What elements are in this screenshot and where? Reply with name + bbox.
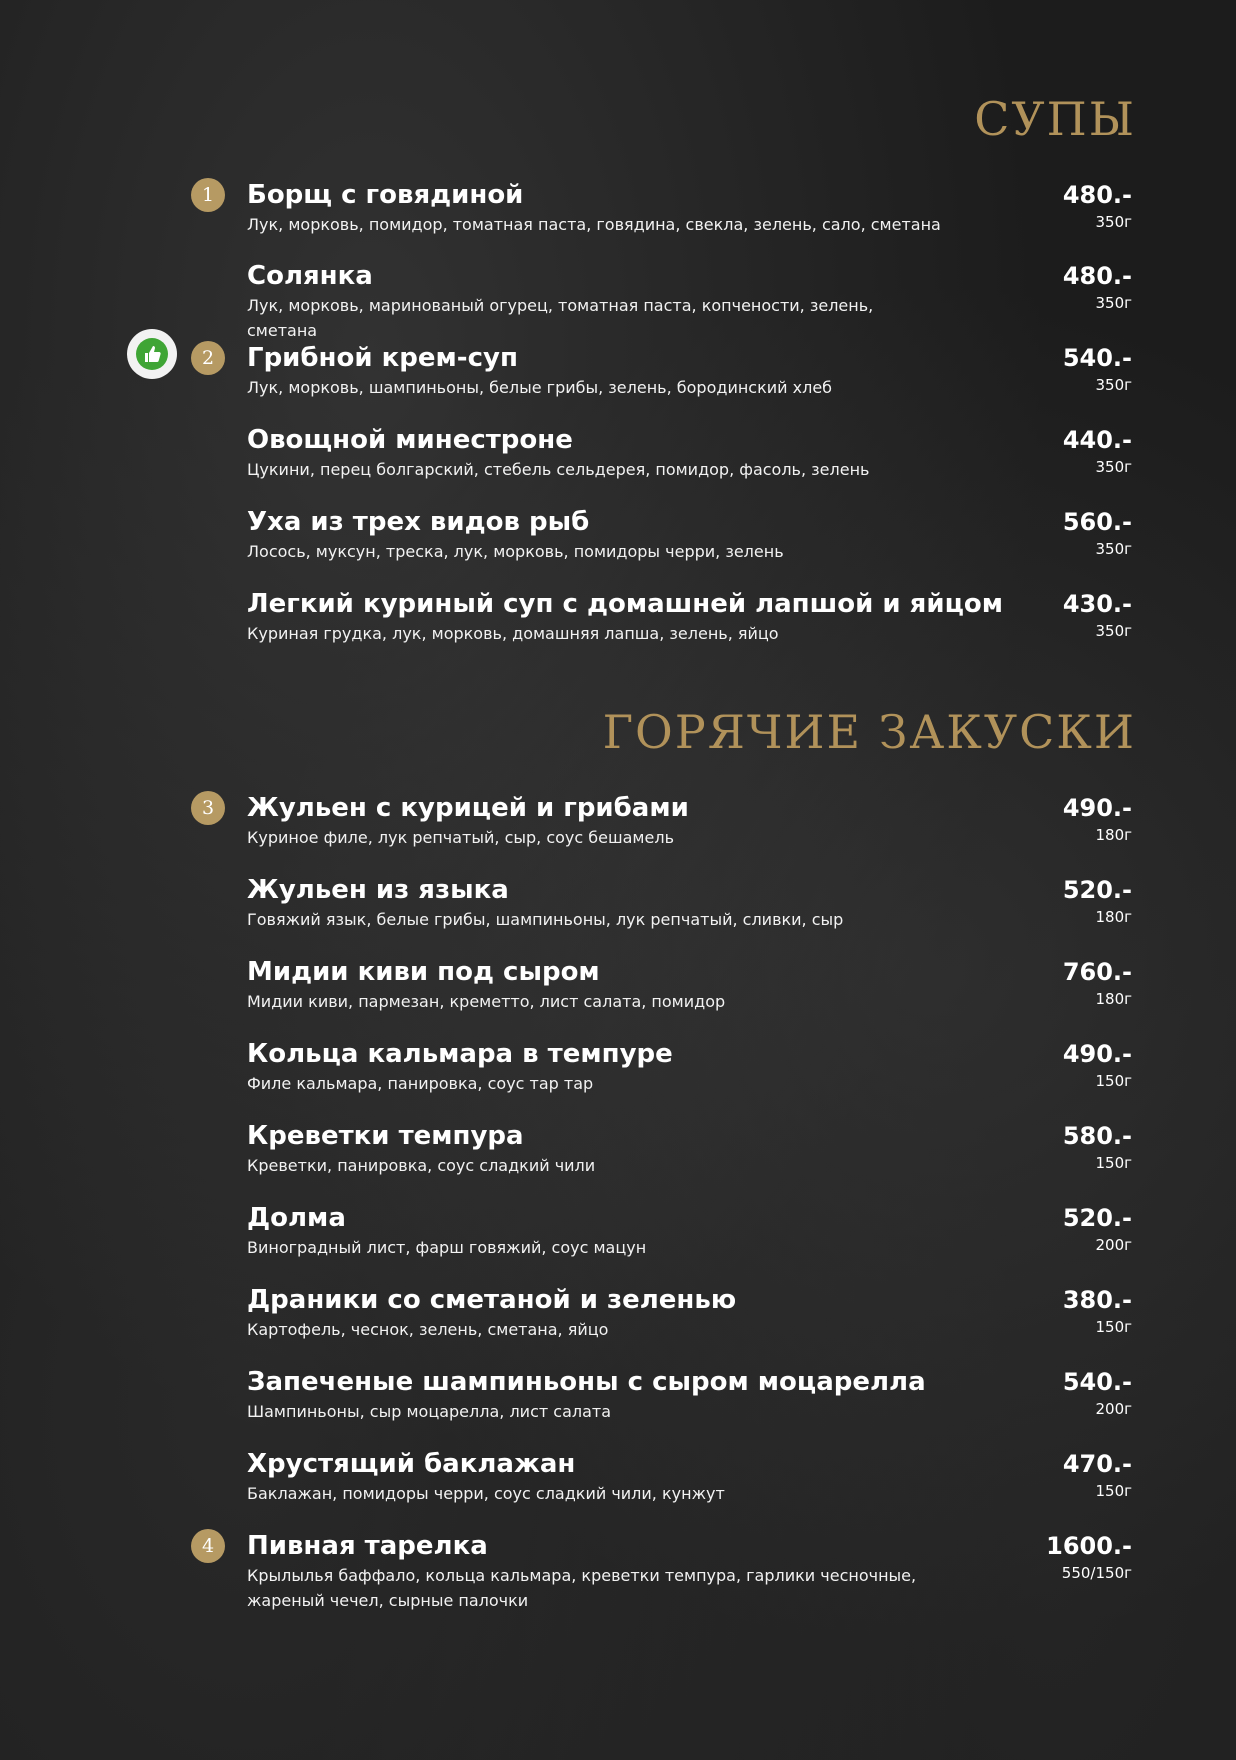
item-price: 580.-: [1062, 1122, 1132, 1150]
menu-item: [247, 957, 1132, 1014]
menu-item: [201, 180, 1132, 237]
item-description: Мидии киви, пармезан, креметто, лист салата, помидор: [247, 992, 726, 1011]
item-price: 490.-: [1062, 794, 1132, 822]
item-name: Хрустящий баклажан: [247, 1449, 576, 1479]
menu-item: [247, 875, 1132, 932]
menu-item: [247, 261, 1132, 343]
number-badge: 3: [191, 791, 225, 825]
item-description: Креветки, панировка, соус сладкий чили: [247, 1156, 596, 1175]
item-description: Говяжий язык, белые грибы, шампиньоны, лук репчатый, сливки, сыр: [247, 910, 844, 929]
item-price: 430.-: [1062, 590, 1132, 618]
menu-item: [201, 793, 1132, 850]
item-weight: 350г: [1095, 458, 1132, 476]
item-name: Легкий куриный суп с домашней лапшой и яйцом: [247, 589, 1003, 619]
item-name: Пивная тарелка: [247, 1531, 488, 1561]
number-badge: 1: [191, 178, 225, 212]
menu-item: [201, 1531, 1132, 1613]
item-description: Картофель, чеснок, зелень, сметана, яйцо: [247, 1320, 609, 1339]
menu-item: [201, 343, 1132, 400]
item-description: Виноградный лист, фарш говяжий, соус мацун: [247, 1238, 647, 1257]
menu-item: [247, 507, 1132, 564]
item-name: Жульен из языка: [247, 875, 509, 905]
item-description: Шампиньоны, сыр моцарелла, лист салата: [247, 1402, 612, 1421]
section-title-soups: СУПЫ: [974, 92, 1136, 146]
item-description: Крылылья баффало, кольца кальмара, креветки темпура, гарлики чесночные, жареный чечел, сырные палочки: [247, 1566, 917, 1610]
item-description: Лук, морковь, шампиньоны, белые грибы, зелень, бородинский хлеб: [247, 378, 833, 397]
item-name: Борщ с говядиной: [247, 180, 524, 210]
item-description: Лосось, муксун, треска, лук, морковь, помидоры черри, зелень: [247, 542, 784, 561]
item-weight: 180г: [1095, 826, 1132, 844]
item-price: 470.-: [1062, 1450, 1132, 1478]
item-price: 760.-: [1062, 958, 1132, 986]
item-description: Лук, морковь, помидор, томатная паста, говядина, свекла, зелень, сало, сметана: [247, 215, 941, 234]
menu-item: [247, 1449, 1132, 1506]
item-weight: 350г: [1095, 540, 1132, 558]
thumbs-up-icon: [127, 329, 177, 379]
item-price: 560.-: [1062, 508, 1132, 536]
item-price: 520.-: [1062, 876, 1132, 904]
item-price: 490.-: [1062, 1040, 1132, 1068]
menu-item: [247, 425, 1132, 482]
item-weight: 350г: [1095, 213, 1132, 231]
item-weight: 350г: [1095, 622, 1132, 640]
item-price: 480.-: [1062, 262, 1132, 290]
item-description: Лук, морковь, маринованый огурец, томатная паста, копчености, зелень, сметана: [247, 296, 874, 340]
number-badge: 4: [191, 1529, 225, 1563]
menu-item: [247, 1285, 1132, 1342]
item-price: 480.-: [1062, 181, 1132, 209]
item-price: 440.-: [1062, 426, 1132, 454]
item-description: Куриное филе, лук репчатый, сыр, соус бешамель: [247, 828, 674, 847]
item-name: Запеченые шампиньоны с сыром моцарелла: [247, 1367, 926, 1397]
menu-item: [247, 1121, 1132, 1178]
item-name: Жульен с курицей и грибами: [247, 793, 689, 823]
item-price: 540.-: [1062, 1368, 1132, 1396]
item-weight: 350г: [1095, 376, 1132, 394]
item-weight: 200г: [1095, 1236, 1132, 1254]
item-price: 380.-: [1062, 1286, 1132, 1314]
item-name: Мидии киви под сыром: [247, 957, 600, 987]
item-name: Креветки темпура: [247, 1121, 524, 1151]
number-badge: 2: [191, 341, 225, 375]
item-price: 1600.-: [1046, 1532, 1132, 1560]
item-name: Овощной минестроне: [247, 425, 573, 455]
item-name: Драники со сметаной и зеленью: [247, 1285, 737, 1315]
item-name: Долма: [247, 1203, 346, 1233]
item-weight: 150г: [1095, 1072, 1132, 1090]
item-weight: 180г: [1095, 990, 1132, 1008]
item-weight: 550/150г: [1061, 1564, 1132, 1582]
item-weight: 180г: [1095, 908, 1132, 926]
item-description: Филе кальмара, панировка, соус тар тар: [247, 1074, 594, 1093]
item-price: 540.-: [1062, 344, 1132, 372]
item-name: Солянка: [247, 261, 373, 291]
menu-item: [247, 589, 1132, 646]
item-name: Уха из трех видов рыб: [247, 507, 590, 537]
item-weight: 150г: [1095, 1154, 1132, 1172]
item-name: Кольца кальмара в темпуре: [247, 1039, 673, 1069]
item-weight: 150г: [1095, 1482, 1132, 1500]
item-weight: 150г: [1095, 1318, 1132, 1336]
item-description: Баклажан, помидоры черри, соус сладкий чили, кунжут: [247, 1484, 725, 1503]
item-description: Куриная грудка, лук, морковь, домашняя лапша, зелень, яйцо: [247, 624, 779, 643]
item-weight: 350г: [1095, 294, 1132, 312]
menu-item: [247, 1203, 1132, 1260]
item-description: Цукини, перец болгарский, стебель сельдерея, помидор, фасоль, зелень: [247, 460, 870, 479]
menu-item: [247, 1367, 1132, 1424]
menu-item: [247, 1039, 1132, 1096]
item-name: Грибной крем-суп: [247, 343, 518, 373]
section-title-hot-appetizers: ГОРЯЧИЕ ЗАКУСКИ: [602, 705, 1136, 759]
item-price: 520.-: [1062, 1204, 1132, 1232]
item-weight: 200г: [1095, 1400, 1132, 1418]
